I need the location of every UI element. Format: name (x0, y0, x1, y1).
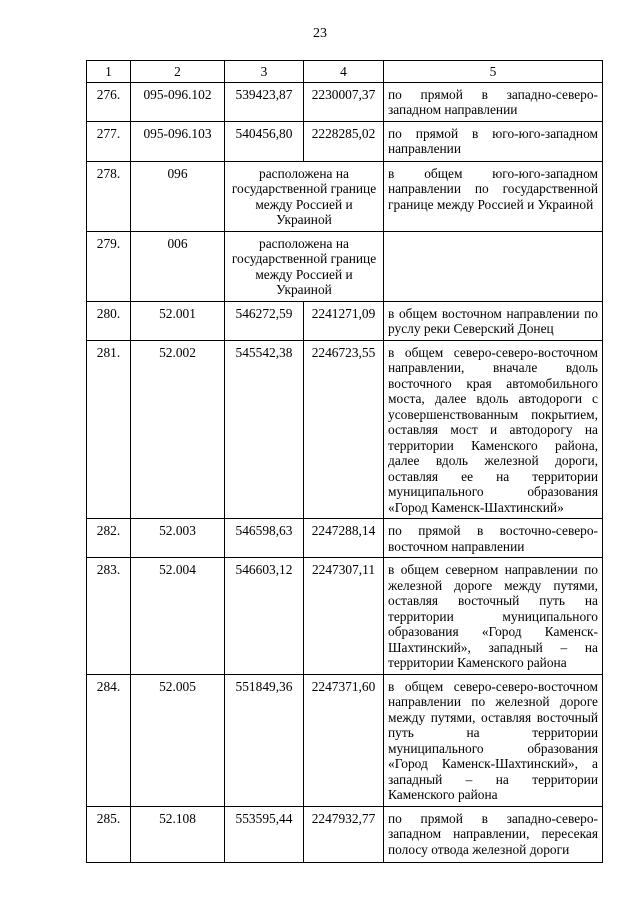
point-number: 285. (87, 806, 131, 862)
table-row (87, 301, 603, 340)
direction-description: в общем юго-юго-западном направлении по государственной границе между Россией и Украиной (384, 161, 603, 231)
boundary-points-table (86, 60, 603, 863)
point-number: 284. (87, 674, 131, 806)
point-code: 52.004 (131, 558, 225, 675)
table-row (87, 231, 603, 301)
point-code: 006 (131, 231, 225, 301)
coordinate-y: 2246723,55 (304, 340, 384, 519)
coordinate-y: 2247932,77 (304, 806, 384, 862)
direction-description: в общем северо-северо-восточном направлении по железной дороге между путями, оставляя восточный путь на территории муниципального образования «Город Каменск-Шахтинский», а западный – на территории Каменского района (384, 674, 603, 806)
point-code: 52.001 (131, 301, 225, 340)
direction-description: по прямой в юго-юго-западном направлении (384, 121, 603, 161)
page-number: 23 (313, 26, 327, 41)
table-row (87, 161, 603, 231)
direction-description (384, 231, 603, 301)
column-header: 4 (304, 61, 384, 83)
direction-description: по прямой в западно-северо-западном направлении (384, 82, 603, 121)
coordinate-x: 551849,36 (225, 674, 304, 806)
column-header: 1 (87, 61, 131, 83)
coordinate-x: 539423,87 (225, 82, 304, 121)
coordinate-y: 2241271,09 (304, 301, 384, 340)
point-number: 281. (87, 340, 131, 519)
table-row (87, 82, 603, 121)
table-row (87, 519, 603, 558)
direction-description: по прямой в восточно-северо-восточном направлении (384, 519, 603, 558)
point-code: 52.005 (131, 674, 225, 806)
coordinate-y: 2228285,02 (304, 121, 384, 161)
coordinate-x: 553595,44 (225, 806, 304, 862)
column-header: 3 (225, 61, 304, 83)
point-number: 277. (87, 121, 131, 161)
direction-description: в общем северо-северо-восточном направлении, вначале вдоль восточного края автомобильного моста, далее вдоль автодороги с усовершенствованным покрытием, оставляя мост и автодорогу на территории Каменского района, далее вдоль железной дороги, оставляя ее на территории муниципального образования «Город Каменск-Шахтинский» (384, 340, 603, 519)
coordinate-y: 2247307,11 (304, 558, 384, 675)
point-code: 52.003 (131, 519, 225, 558)
column-header: 5 (384, 61, 603, 83)
header-row (87, 61, 603, 83)
direction-description: по прямой в западно-северо-западном направлении, пересекая полосу отвода железной дороги (384, 806, 603, 862)
point-number: 282. (87, 519, 131, 558)
point-number: 276. (87, 82, 131, 121)
coordinate-y: 2230007,37 (304, 82, 384, 121)
coordinate-y: 2247288,14 (304, 519, 384, 558)
column-header: 2 (131, 61, 225, 83)
border-location-note: расположена на государственной границе между Россией и Украиной (225, 231, 384, 301)
point-code: 52.002 (131, 340, 225, 519)
table-row (87, 674, 603, 806)
coordinate-y: 2247371,60 (304, 674, 384, 806)
coordinate-x: 540456,80 (225, 121, 304, 161)
point-code: 095-096.102 (131, 82, 225, 121)
direction-description: в общем восточном направлении по руслу реки Северский Донец (384, 301, 603, 340)
table-row (87, 340, 603, 519)
coordinate-x: 546598,63 (225, 519, 304, 558)
point-number: 278. (87, 161, 131, 231)
point-code: 52.108 (131, 806, 225, 862)
point-code: 095-096.103 (131, 121, 225, 161)
table-row (87, 806, 603, 862)
point-number: 279. (87, 231, 131, 301)
coordinate-x: 546272,59 (225, 301, 304, 340)
coordinate-x: 545542,38 (225, 340, 304, 519)
point-number: 283. (87, 558, 131, 675)
table-row (87, 121, 603, 161)
border-location-note: расположена на государственной границе между Россией и Украиной (225, 161, 384, 231)
point-number: 280. (87, 301, 131, 340)
coordinate-x: 546603,12 (225, 558, 304, 675)
direction-description: в общем северном направлении по железной дороге между путями, оставляя восточный путь на территории муниципального образования «Город Каменск-Шахтинский», западный – на территории Каменского района (384, 558, 603, 675)
point-code: 096 (131, 161, 225, 231)
table-row (87, 558, 603, 675)
